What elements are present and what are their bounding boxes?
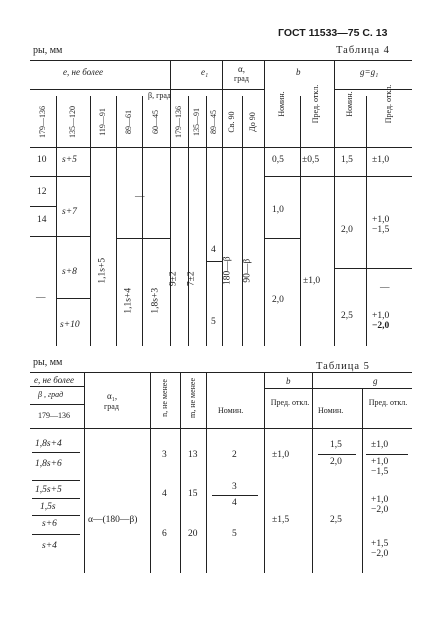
t4-col2-row3: s+8 <box>62 267 77 277</box>
t5-e-rule2 <box>32 480 80 481</box>
t4-b-dev-rule <box>300 176 334 177</box>
table4-subheader-rule <box>30 89 264 90</box>
table4-div-4 <box>142 96 143 346</box>
table4-col-b-nom: Номин. <box>277 91 286 117</box>
table4-div-9 <box>242 96 243 346</box>
t4-b-nom-rule2 <box>264 238 300 239</box>
t4-e1-a: 9±2 <box>168 271 179 287</box>
page-header: ГОСТ 11533—75 С. 13 <box>278 27 388 39</box>
table4-div-10 <box>264 61 265 346</box>
table5-e-sub-rule1 <box>30 386 84 387</box>
t5-n-1: 3 <box>162 450 167 460</box>
t5-m-3: 20 <box>188 529 198 539</box>
t4-g-dev-3: — <box>380 283 390 293</box>
t4-col2-row4: s+10 <box>60 320 80 330</box>
table4-div-12 <box>334 61 335 346</box>
t4-alpha-a: 180—β <box>222 256 233 286</box>
t4-col1-row3: 14 <box>37 215 47 225</box>
table5-div-2 <box>150 373 151 573</box>
t4-col4-rule <box>116 238 170 239</box>
t5-g-dev-1: ±1,0 <box>371 440 389 450</box>
table5-header-b: b <box>286 376 291 386</box>
table4-header-alpha-unit: град <box>234 74 249 83</box>
table4-col-e-2: 135—120 <box>68 106 77 138</box>
t5-g-nom-1: 1,5 <box>330 440 342 450</box>
table5-header-alpha1-unit: град <box>104 402 119 411</box>
t4-e1-c-rule <box>206 261 222 262</box>
table5-header-alpha1: α₁, <box>107 391 118 401</box>
t5-b-dev-2: ±1,5 <box>272 515 290 525</box>
t5-alpha1-value: α—(180—β) <box>88 515 138 525</box>
table5-header-g: g <box>373 376 378 386</box>
t4-col1-rule1 <box>30 176 56 177</box>
table5-header-beta: β , град <box>38 390 64 399</box>
table5-header-g-dev <box>368 398 408 407</box>
table4-header-b: b <box>296 67 301 77</box>
t5-e-rule1 <box>32 452 80 453</box>
t4-b-dev-2: ±1,0 <box>303 276 321 286</box>
t5-g-dev-3-top: +1,0 <box>371 495 389 505</box>
table5-header-g-nom: Номин. <box>318 406 344 415</box>
table4-div-13 <box>366 96 367 346</box>
t5-e-5: s+6 <box>42 519 57 529</box>
t5-n-2: 4 <box>162 489 167 499</box>
table4-col-b-dev: Пред. откл. <box>311 84 320 124</box>
table4-col-e-4: 89—61 <box>124 110 133 134</box>
t5-g-nom-2: 2,0 <box>330 457 342 467</box>
t4-g-dev-4-bottom: −2,0 <box>372 321 390 331</box>
table5-div-7 <box>362 388 363 573</box>
t4-g-nom-rule2 <box>334 268 366 269</box>
t4-col4-dash: — <box>135 192 145 202</box>
table5-header-m: m, не менее <box>188 377 197 419</box>
table5-bg-rule <box>264 388 412 389</box>
t4-b-dev-1: ±0,5 <box>302 155 320 165</box>
t4-alpha-b: 90—β <box>242 258 253 283</box>
t5-e-rule4 <box>32 515 80 516</box>
t5-e-rule5 <box>32 534 80 535</box>
t5-b-nom-rule <box>212 495 258 496</box>
table5-div-6 <box>312 373 313 573</box>
table5-caption-right: Таблица 5 <box>316 361 370 372</box>
table4-col-e-3: 119—91 <box>98 108 107 136</box>
t5-e-1: 1,8s+4 <box>35 439 62 449</box>
t5-g-dev-4-top: +1,5 <box>371 539 389 549</box>
table5-div-5 <box>264 373 265 573</box>
table5-header-b-dev <box>270 398 310 407</box>
table5-header-bottom-rule <box>30 428 412 429</box>
table5-header-g-dev-text: Пред. откл. <box>368 398 408 407</box>
t4-col2-rule3 <box>56 298 90 299</box>
t4-g-nom-1: 1,5 <box>341 155 353 165</box>
t4-col1-rule3 <box>30 236 56 237</box>
t4-e1-b: 7±2 <box>186 271 197 287</box>
table5-e-sub-rule2 <box>30 404 84 405</box>
t4-col5-value: 1,8s+3 <box>150 287 161 314</box>
table4-col-g-nom: Номин. <box>345 91 354 117</box>
t5-m-2: 15 <box>188 489 198 499</box>
t5-b-nom-2: 3 <box>232 482 237 492</box>
table5-div-3 <box>180 373 181 573</box>
table5-caption-left: ры, мм <box>33 357 63 368</box>
table4-div-8 <box>222 61 223 346</box>
table4-top-rule <box>30 60 412 61</box>
t4-g-dev-4-top: +1,0 <box>372 311 390 321</box>
table4-col-g-dev: Пред. откл. <box>384 84 393 124</box>
t5-e-4: 1,5s <box>40 502 56 512</box>
t5-b-dev-1: ±1,0 <box>272 450 290 460</box>
t4-e1-c-bottom: 5 <box>211 317 216 327</box>
t5-m-1: 13 <box>188 450 198 460</box>
t4-b-nom-1: 0,5 <box>272 155 284 165</box>
t5-g-dev-rule <box>366 454 408 455</box>
t5-b-nom-3: 4 <box>232 498 237 508</box>
table5-top-rule <box>30 372 412 373</box>
table4-header-bottom-rule <box>30 147 412 148</box>
table4-caption-left: ры, мм <box>33 45 63 56</box>
t4-b-nom-3: 2,0 <box>272 295 284 305</box>
table4-col-alpha-1: Св. 90 <box>227 111 236 133</box>
t5-g-nom-rule <box>318 454 356 455</box>
t4-g-nom-2: 2,0 <box>341 225 353 235</box>
table5-div-1 <box>84 373 85 573</box>
table4-header-g: g=g₁ <box>360 67 379 77</box>
t5-b-nom-1: 2 <box>232 450 237 460</box>
table4-col-e-5: 60—45 <box>151 110 160 134</box>
t4-b-nom-2: 1,0 <box>272 205 284 215</box>
table4-col-e1-2: 135—91 <box>192 108 201 136</box>
t4-col2-rule2 <box>56 236 90 237</box>
table4-div-5 <box>170 61 171 346</box>
t4-col2-row2: s+7 <box>62 207 77 217</box>
t4-col1-row2: 12 <box>37 187 47 197</box>
table4-header-alpha: α, <box>238 64 245 74</box>
table4-col-alpha-2: До 90 <box>248 112 257 132</box>
table5-header-b-dev-text: Пред. откл. <box>270 398 310 407</box>
t4-g-dev-rule1 <box>366 176 412 177</box>
t4-g-nom-3: 2,5 <box>341 311 353 321</box>
table5-header-b-nom: Номин. <box>218 406 244 415</box>
table4-div-2 <box>90 96 91 346</box>
table5-header-beta-range: 179—136 <box>38 411 70 420</box>
t4-b-nom-rule1 <box>264 176 300 177</box>
t5-e-rule3 <box>32 498 80 499</box>
t5-g-dev-4-bottom: −2,0 <box>371 549 389 559</box>
t5-g-dev-2-bottom: −1,5 <box>371 467 389 477</box>
table4-div-3 <box>116 96 117 346</box>
table5-div-4 <box>206 373 207 573</box>
t4-g-dev-2-top: +1,0 <box>372 215 390 225</box>
table4-div-11 <box>300 96 301 346</box>
table4-div-7 <box>206 96 207 346</box>
t4-e1-c-top: 4 <box>211 245 216 255</box>
table5-header-n: n, не менее <box>160 379 169 417</box>
table5-header-e: e, не более <box>34 375 75 385</box>
table4-col-e-1: 179—136 <box>38 106 47 138</box>
table4-col-e1-3: 89—45 <box>209 110 218 134</box>
t5-e-6: s+4 <box>42 541 57 551</box>
t4-col2-row1: s+5 <box>62 155 77 165</box>
table4-div-1 <box>56 96 57 346</box>
t4-col1-row4: — <box>36 293 46 303</box>
t5-e-3: 1,5s+5 <box>35 485 62 495</box>
t5-g-nom-3: 2,5 <box>330 515 342 525</box>
t5-g-dev-3-bottom: −2,0 <box>371 505 389 515</box>
t5-g-dev-2-top: +1,0 <box>371 457 389 467</box>
t4-col1-row1: 10 <box>37 155 47 165</box>
table4-caption-right: Таблица 4 <box>336 45 390 56</box>
table4-header-e: e, не более <box>63 67 104 77</box>
t5-n-3: 6 <box>162 529 167 539</box>
t5-b-nom-4: 5 <box>232 529 237 539</box>
table4-col-e1-1: 179—136 <box>174 106 183 138</box>
table4-header-e1: e₁ <box>201 67 209 77</box>
table4-div-6 <box>188 96 189 346</box>
t4-g-dev-2-bottom: −1,5 <box>372 225 390 235</box>
t4-col1-rule2 <box>30 206 56 207</box>
t5-e-2: 1,8s+6 <box>35 459 62 469</box>
t4-col4-value: 1,1s+4 <box>123 287 134 314</box>
t4-col3-value: 1,1s+5 <box>97 257 108 284</box>
t4-g-dev-rule2 <box>366 268 412 269</box>
t4-g-dev-1: ±1,0 <box>372 155 390 165</box>
t4-col2-rule1 <box>56 176 90 177</box>
t4-g-nom-rule1 <box>334 176 366 177</box>
table4-header-beta: β, град <box>148 91 171 100</box>
